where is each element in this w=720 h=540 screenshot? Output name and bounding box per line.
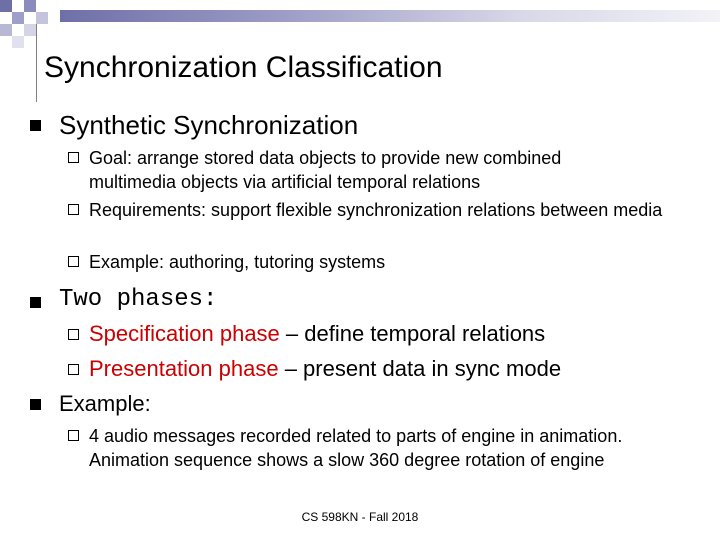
presentation-phase-label: Presentation phase	[89, 356, 279, 381]
subitem-presentation-phase	[89, 354, 561, 384]
decorative-title-bar	[60, 10, 720, 22]
specification-phase-label: Specification phase	[89, 321, 280, 346]
hollow-square-bullet-icon	[68, 152, 79, 163]
subitem-specification-phase	[89, 319, 545, 349]
hollow-square-bullet-icon	[68, 329, 79, 340]
slide-footer: CS 598KN - Fall 2018	[301, 510, 419, 524]
hollow-square-bullet-icon	[68, 256, 79, 267]
bullet-example: Example:	[59, 391, 151, 416]
bullet-synthetic-synchronization: Synthetic Synchronization	[59, 110, 359, 140]
hollow-square-bullet-icon	[68, 430, 79, 441]
subitem-audio-messages: 4 audio messages recorded related to parts of engine in animation. Animation sequence shows a slow 360 degree rotation of engine	[89, 426, 623, 470]
slide-title: Synchronization Classification	[44, 51, 443, 84]
specification-phase-description: – define temporal relations	[279, 321, 546, 346]
decorative-checker-pattern	[0, 0, 60, 48]
hollow-square-bullet-icon	[68, 364, 79, 375]
presentation-phase-description: – present data in sync mode	[278, 356, 562, 381]
subitem-requirements: Requirements: support flexible synchronization relations between media	[89, 200, 663, 220]
decorative-vertical-rule	[36, 24, 37, 102]
subitem-goal: Goal: arrange stored data objects to provide new combined multimedia objects via artificial temporal relations	[89, 148, 562, 192]
hollow-square-bullet-icon	[68, 204, 79, 215]
square-bullet-icon	[30, 399, 41, 410]
square-bullet-icon	[30, 120, 41, 131]
bullet-two-phases: Two phases:	[59, 286, 218, 313]
square-bullet-icon	[30, 297, 41, 308]
subitem-example-authoring: Example: authoring, tutoring systems	[89, 252, 386, 272]
